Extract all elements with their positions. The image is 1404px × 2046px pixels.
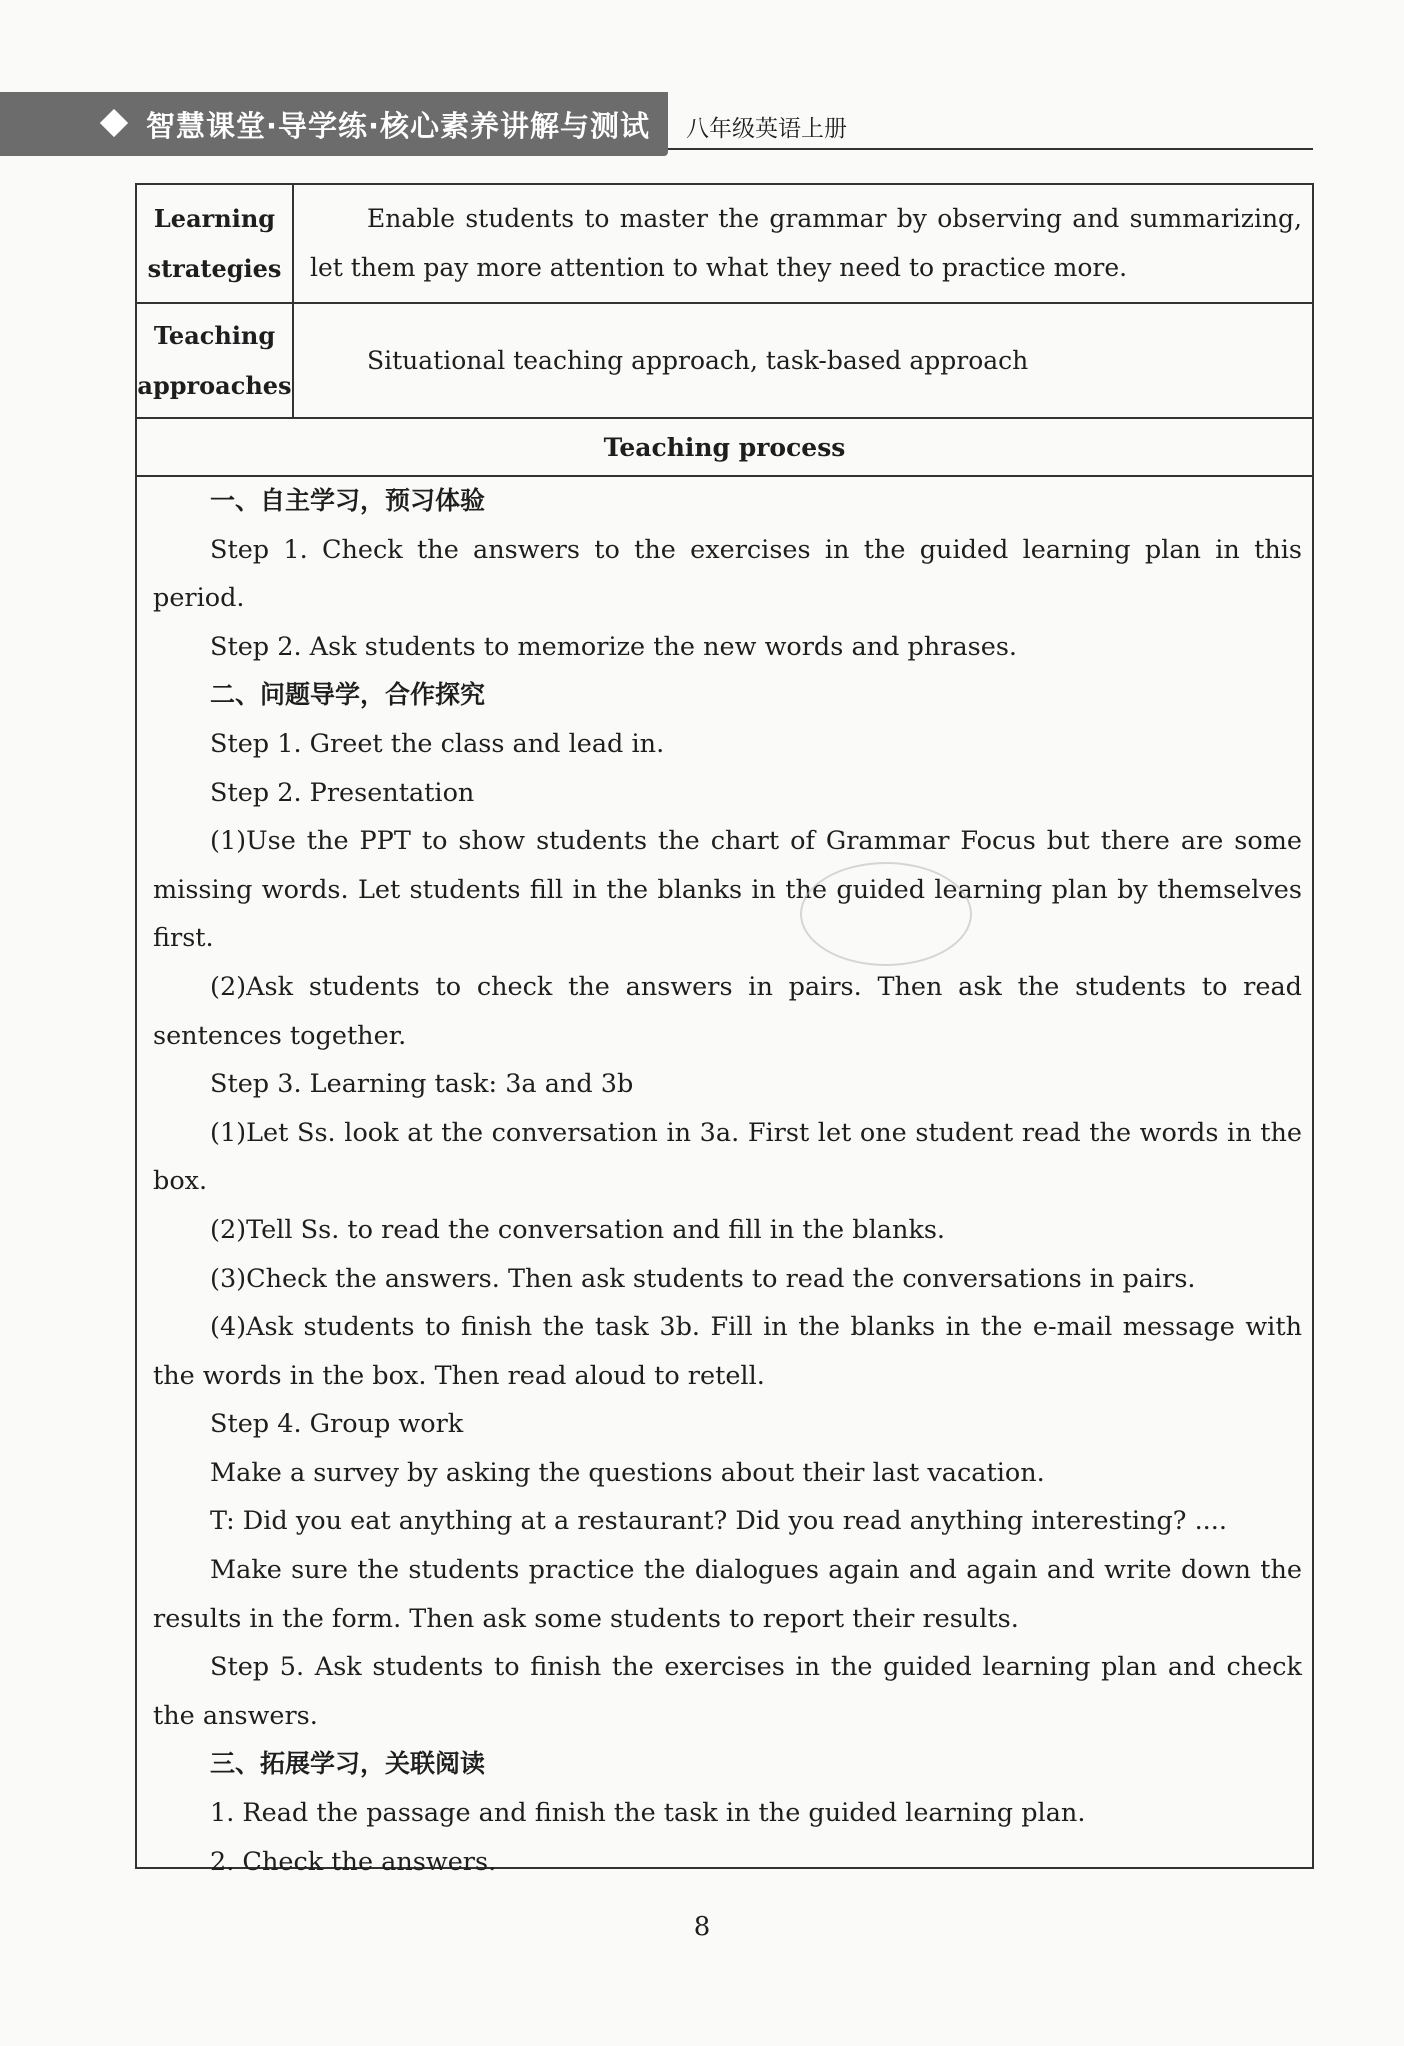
step-paragraph: (3)Check the answers. Then ask students to read the conversations in pairs. — [210, 1263, 1196, 1294]
row-label-line: strategies — [147, 253, 282, 283]
book-title: 八年级英语上册 — [686, 116, 847, 142]
row-content-learning-strategies: Enable students to master the grammar by observing and summarizing, let them pay more attention to what they need to practice more. — [310, 204, 1302, 282]
row-content-teaching-approaches: Situational teaching approach, task-based approach — [367, 346, 1029, 375]
teaching-process-title: Teaching process — [603, 432, 846, 462]
step-paragraph: Step 1. Check the answers to the exercises in the guided learning plan in this period. — [153, 534, 1302, 614]
step-paragraph: (2)Ask students to check the answers in pairs. Then ask the students to read sentences together. — [153, 971, 1302, 1051]
step-paragraph: Step 5. Ask students to finish the exercises in the guided learning plan and check the answers. — [153, 1652, 1302, 1731]
step-paragraph: Make a survey by asking the questions about their last vacation. — [210, 1457, 1045, 1488]
row-label-learning-strategies — [137, 185, 292, 302]
row-label-line: Learning — [153, 203, 276, 233]
step-paragraph: Step 3. Learning task: 3a and 3b — [210, 1069, 634, 1100]
step-paragraph: (1)Use the PPT to show students the chart of Grammar Focus but there are some missing words. Let students fill in the blanks in the guided learning plan by themselves first. — [153, 826, 1302, 954]
series-title: 智慧课堂·导学练·核心素养讲解与测试 — [146, 109, 651, 143]
watermark-stamp — [800, 862, 972, 966]
step-paragraph: 1. Read the passage and finish the task in the guided learning plan. — [210, 1798, 1086, 1829]
section-heading: 一、自主学习，预习体验 — [210, 486, 486, 515]
lesson-table — [135, 183, 1314, 1877]
step-paragraph: (1)Let Ss. look at the conversation in 3a. First let one student read the words in the box. — [153, 1117, 1302, 1197]
section-heading: 三、拓展学习，关联阅读 — [210, 1749, 486, 1779]
row-label-teaching-approaches — [137, 304, 292, 417]
row-label-line: approaches — [137, 370, 292, 400]
step-paragraph: Step 1. Greet the class and lead in. — [210, 728, 665, 759]
step-paragraph: 2. Check the answers. — [210, 1846, 497, 1877]
step-paragraph: Step 2. Ask students to memorize the new words and phrases. — [210, 631, 1018, 662]
column-divider — [292, 185, 294, 417]
step-paragraph: Step 2. Presentation — [210, 777, 475, 808]
step-paragraph: Make sure the students practice the dialogues again and again and write down the results in the form. Then ask some students to report their results. — [153, 1555, 1302, 1634]
step-paragraph: (2)Tell Ss. to read the conversation and fill in the blanks. — [210, 1214, 946, 1245]
header-rule — [668, 148, 1313, 150]
step-paragraph: Step 4. Group work — [210, 1409, 464, 1440]
page-number: 8 — [693, 1912, 711, 1942]
step-paragraph: (4)Ask students to finish the task 3b. Fill in the blanks in the e-mail message with the words in the box. Then read aloud to retell. — [153, 1312, 1302, 1391]
row-label-line: Teaching — [153, 320, 276, 350]
section-heading: 二、问题导学，合作探究 — [210, 680, 486, 710]
teaching-process-body — [153, 477, 1302, 1886]
step-paragraph: T: Did you eat anything at a restaurant? Did you read anything interesting? .... — [210, 1506, 1227, 1537]
